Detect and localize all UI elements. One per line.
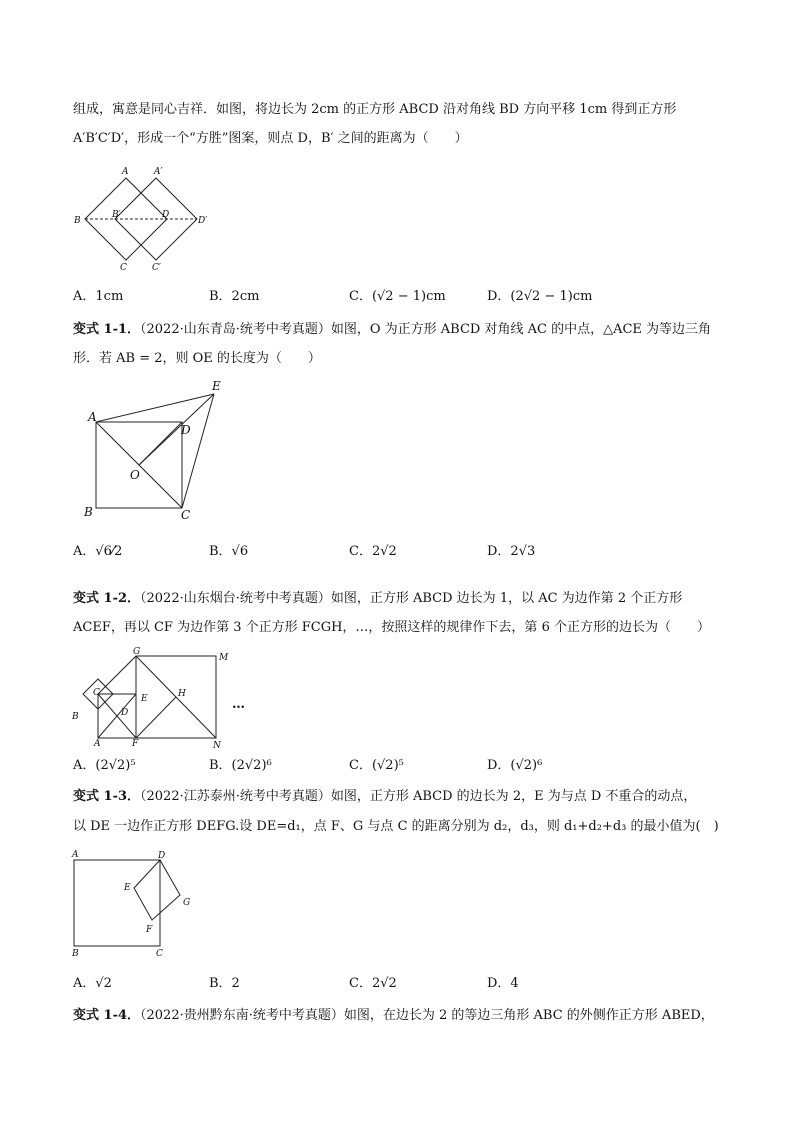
q2-label: 变式 1-2． [73,591,141,606]
q2-label-N: N [213,741,221,750]
q1-line2: 形．若 AB = 2，则 OE 的长度为（ ） [73,351,321,366]
q2-figure [66,646,266,750]
q4-label: 变式 1-4． [73,1008,141,1023]
q2-option-c[interactable]: C．(√2)⁵ [349,758,404,773]
q2-label-E: E [141,694,148,704]
q3-options [73,974,733,994]
q0-label-D: D [162,210,170,220]
q3-label-B: B [72,949,79,959]
q0-label-D2: D′ [198,216,208,226]
q2-option-d[interactable]: D．(√2)⁶ [487,758,543,773]
q1-label-C: C [181,508,191,521]
q3-option-a[interactable]: A．√2 [73,976,112,991]
q2-label-B: B [72,712,79,722]
q3-label-D: D [158,851,166,861]
q3-label-G: G [183,898,191,908]
q1-label-E: E [212,379,221,393]
q1-option-b[interactable]: B．√6 [209,544,249,559]
q2-label-F: F [132,739,139,749]
q2-ellipsis: … [232,697,245,712]
q0-label-B2: B′ [112,210,121,220]
q0-option-a[interactable]: A．1cm [73,289,124,304]
q1-text1: （2022·山东青岛·统考中考真题）如图，O 为正方形 ABCD 对角线 AC 的中点，△ACE 为等边三角 [140,322,712,337]
q0-option-d[interactable]: D．(2√2 − 1)cm [487,289,593,304]
q3-option-d[interactable]: D．4 [487,976,519,991]
q2-label-A: A [94,739,101,749]
q0-label-A: A [122,167,129,177]
q3-option-b[interactable]: B．2 [209,976,240,991]
q2-label-M: M [219,653,229,663]
q3-label: 变式 1-3． [73,789,141,804]
q3-figure [66,848,206,960]
q3-option-c[interactable]: C．2√2 [349,976,397,991]
q0-line1: 组成，寓意是同心吉祥．如图，将边长为 2cm 的正方形 ABCD 沿对角线 BD 方向平移 1cm 得到正方形 [73,102,677,117]
q0-line2: A′B′C′D′，形成一个“方胜”图案，则点 D，B′ 之间的距离为（ ） [73,131,468,146]
q4-text1: （2022·贵州黔东南·统考中考真题）如图，在边长为 2 的等边三角形 ABC 的外侧作正方形 ABED， [140,1008,714,1023]
q1-label-B: B [84,505,93,519]
q2-label-G: G [133,647,141,657]
q0-label-C2: C′ [152,263,161,273]
q0-option-c[interactable]: C．(√2 − 1)cm [349,289,446,304]
q3-label-C: C [156,949,163,959]
q2-option-a[interactable]: A．(2√2)⁵ [73,758,136,773]
q1-figure [78,376,228,521]
q2-line1 [73,590,682,608]
q2-text1: （2022·山东烟台·统考中考真题）如图，正方形 ABCD 边长为 1，以 AC 为边作第 2 个正方形 [140,591,683,606]
q3-label-A: A [72,850,79,860]
q3-label-E: E [124,883,131,893]
q0-label-C: C [120,263,127,273]
q1-options [73,542,733,562]
q0-figure [70,162,220,280]
q3-label-F: F [146,925,153,935]
q2-option-b[interactable]: B．(2√2)⁶ [209,758,272,773]
q1-option-c[interactable]: C．2√2 [349,544,397,559]
q0-label-A2: A′ [154,167,163,177]
q0-label-B: B [74,216,81,226]
q1-line1 [73,321,711,339]
q1-label-A: A [88,410,97,424]
q1-label: 变式 1-1． [73,322,141,337]
q1-option-d[interactable]: D．2√3 [487,544,536,559]
q0-options [73,287,733,307]
q2-options [73,756,733,776]
q1-option-a[interactable]: A．√6⁄2 [73,544,123,559]
q2-label-D: D [121,708,129,718]
q3-line1 [73,788,696,806]
q1-label-D: D [181,423,191,437]
q2-label-H: H [178,689,186,699]
q0-option-b[interactable]: B．2cm [209,289,260,304]
q2-label-C: C [93,688,100,698]
q2-line2: ACEF，再以 CF 为边作第 3 个正方形 FCGH，…，按照这样的规律作下去，第 6 个正方形的边长为（ ） [73,620,710,635]
q3-text1: （2022·江苏泰州·统考中考真题）如图，正方形 ABCD 的边长为 2，E 为与点 D 不重合的动点， [140,789,697,804]
q1-label-O: O [130,468,140,482]
q3-line2: 以 DE 一边作正方形 DEFG.设 DE=d₁，点 F、G 与点 C 的距离分别为 d₂，d₃，则 d₁+d₂+d₃ 的最小值为( ) [73,819,719,834]
q4-line1 [73,1007,714,1025]
